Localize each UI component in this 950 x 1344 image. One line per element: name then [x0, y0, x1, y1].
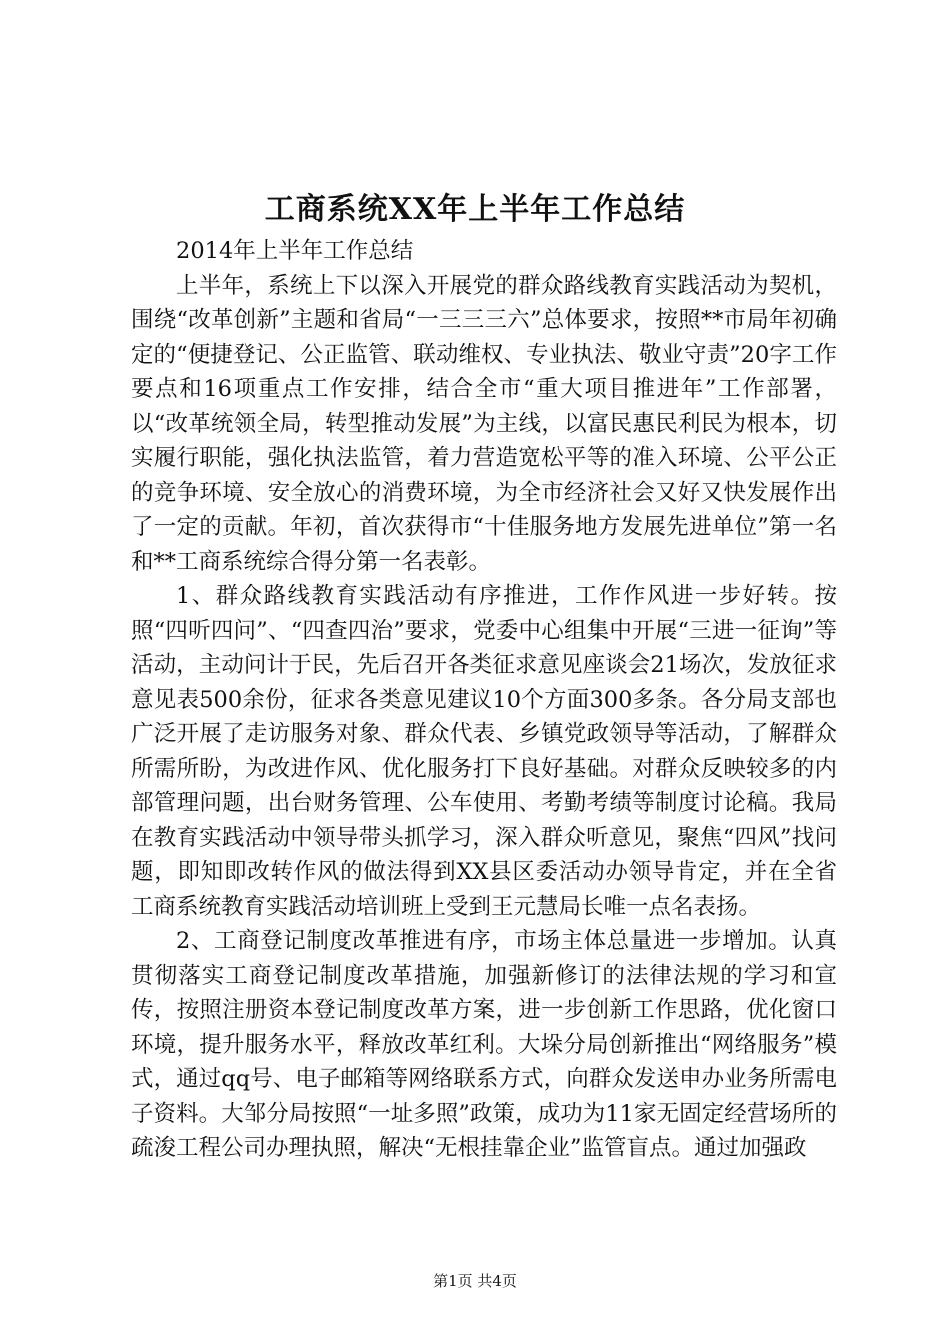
document-body — [131, 234, 837, 1166]
document-title: 工商系统XX年上半年工作总结 — [264, 192, 686, 227]
intro-paragraph: 上半年，系统上下以深入开展党的群众路线教育实践活动为契机，围绕“改革创新”主题和省局“一三三三六”总体要求，按照**市局年初确定的“便捷登记、公正监管、联动维权、专业执法、敬业守责”20字工作要点和16项重点工作安排，结合全市“重大项目推进年”工作部署，以“改革统领全局，转型推动发展”为主线，以富民惠民利民为根本，切实履行职能，强化执法监管，着力营造宽松平等的准入环境、公平公正的竞争环境、安全放心的消费环境，为全市经济社会又好又快发展作出了一定的贡献。年初，首次获得市“十佳服务地方发展先进单位”第一名和**工商系统综合得分第一名表彰。 — [131, 272, 837, 575]
section-2-paragraph: 2、工商登记制度改革推进有序，市场主体总量进一步增加。认真贯彻落实工商登记制度改革措施，加强新修订的法律法规的学习和宣传，按照注册资本登记制度改革方案，进一步创新工作思路，优化窗口环境，提升服务水平，释放改革红利。大垛分局创新推出“网络服务”模式，通过qq号、电子邮箱等网络联系方式，向群众发送申办业务所需电子资料。大邹分局按照“一址多照”政策，成功为11家无固定经营场所的疏浚工程公司办理执照，解决“无根挂靠企业”监管盲点。通过加强政 — [131, 928, 837, 1161]
section-1-paragraph: 1、群众路线教育实践活动有序推进，工作作风进一步好转。按照“四听四问”、“四查四治”要求，党委中心组集中开展“三进一征询”等活动，主动问计于民，先后召开各类征求意见座谈会21场次，发放征求意见表500余份，征求各类意见建议10个方面300多条。各分局支部也广泛开展了走访服务对象、群众代表、乡镇党政领导等活动，了解群众所需所盼，为改进作风、优化服务打下良好基础。对群众反映较多的内部管理问题，出台财务管理、公车使用、考勤考绩等制度讨论稿。我局在教育实践活动中领导带头抓学习，深入群众听意见，聚焦“四风”找问题，即知即改转作风的做法得到XX县区委活动办领导肯定，并在全省工商系统教育实践活动培训班上受到王元慧局长唯一点名表扬。 — [131, 583, 837, 920]
page-footer: 第1页 共4页 — [433, 1272, 517, 1290]
subtitle-paragraph: 2014年上半年工作总结 — [176, 238, 414, 264]
